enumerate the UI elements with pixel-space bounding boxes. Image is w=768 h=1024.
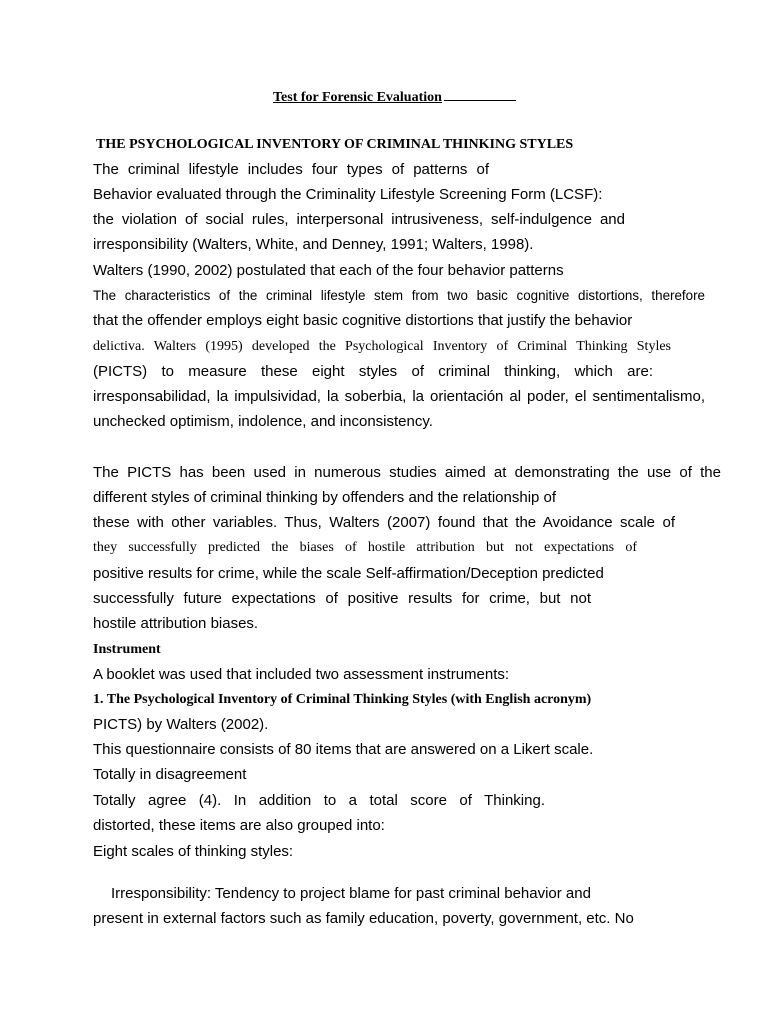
section-heading: THE PSYCHOLOGICAL INVENTORY OF CRIMINAL THINKING STYLES (96, 137, 574, 152)
text-line: that the offender employs eight basic cognitive distortions that justify the behavior (93, 312, 633, 329)
text-line: This questionnaire consists of 80 items that are answered on a Likert scale. (93, 741, 594, 758)
text-line: Totally in disagreement (93, 766, 247, 783)
text-line: Irresponsibility: Tendency to project blame for past criminal behavior and (111, 885, 591, 902)
title-blank-line (444, 86, 516, 101)
text-line: (PICTS) to measure these eight styles of criminal thinking, which are: (93, 363, 653, 380)
text-line: the violation of social rules, interpersonal intrusiveness, self-indulgence and (93, 211, 625, 228)
text-line: these with other variables. Thus, Walters (2007) found that the Avoidance scale of (93, 514, 675, 531)
text-line: The PICTS has been used in numerous studies aimed at demonstrating the use of the (93, 464, 721, 481)
text-line: positive results for crime, while the scale Self-affirmation/Deception predicted (93, 565, 604, 582)
text-line: The characteristics of the criminal lifestyle stem from two basic cognitive distortions, therefore (93, 288, 705, 303)
text-line: irresponsabilidad, la impulsividad, la soberbia, la orientación al poder, el sentimentalismo, (93, 388, 705, 405)
document-title-text: Test for Forensic Evaluation (273, 90, 442, 105)
instrument-item-heading: 1. The Psychological Inventory of Criminal Thinking Styles (with English acronym) (93, 692, 592, 707)
text-line: Walters (1990, 2002) postulated that each of the four behavior patterns (93, 262, 564, 279)
text-line: present in external factors such as family education, poverty, government, etc. No (93, 910, 634, 927)
text-line: PICTS) by Walters (2002). (93, 716, 269, 733)
text-line: Totally agree (4). In addition to a total score of Thinking. (93, 792, 545, 809)
text-line: Behavior evaluated through the Criminality Lifestyle Screening Form (LCSF): (93, 186, 603, 203)
text-line: The criminal lifestyle includes four types of patterns of (93, 161, 489, 178)
text-line: A booklet was used that included two assessment instruments: (93, 666, 510, 683)
text-line: delictiva. Walters (1995) developed the Psychological Inventory of Criminal Thinking Styles (93, 339, 671, 354)
text-line: they successfully predicted the biases of hostile attribution but not expectations of (93, 540, 637, 555)
text-line: successfully future expectations of positive results for crime, but not (93, 590, 591, 607)
text-line: distorted, these items are also grouped into: (93, 817, 385, 834)
instrument-heading: Instrument (93, 642, 161, 657)
text-line: hostile attribution biases. (93, 615, 259, 632)
text-line: unchecked optimism, indolence, and inconsistency. (93, 413, 433, 430)
text-line: different styles of criminal thinking by offenders and the relationship of (93, 489, 557, 506)
text-line: Eight scales of thinking styles: (93, 843, 294, 860)
document-title (273, 86, 516, 107)
text-line: irresponsibility (Walters, White, and Denney, 1991; Walters, 1998). (93, 236, 534, 253)
